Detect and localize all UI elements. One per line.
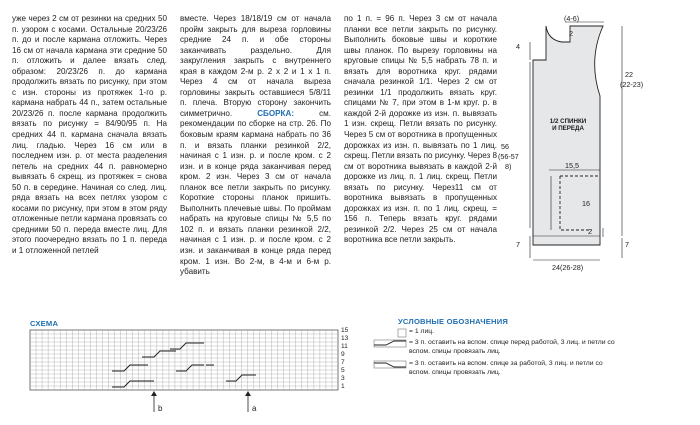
armhole-range-label: (22-23) [620, 80, 644, 89]
length-label: 56 [501, 142, 509, 151]
schema-row-number: 5 [341, 367, 345, 374]
right-rib-label: 7 [625, 240, 629, 249]
assembly-heading: СБОРКА: [257, 108, 295, 118]
col2-intro: вместе. Через 18/18/19 см от начала пройм закрыть для выреза горловины средние 24 п. и обе стороны заканчивать раздельно. Для закругления закрыть с внутреннего края в каждом 2-м р. 2 х 2 и 1 х 1 п. Через 4 см от начала выреза горловины закрыть оставшиеся 5/8/11 п. плеча. Вторую сторону закончить симметрично. [180, 14, 331, 118]
legend-title: УСЛОВНЫЕ ОБОЗНАЧЕНИЯ [398, 317, 509, 326]
shoulder-width-label: (4-6) [564, 14, 580, 23]
length-range-label: (56-57 [498, 152, 519, 161]
panel-label [540, 118, 596, 133]
length-range-end-label: 8) [505, 162, 512, 171]
schema-row-number: 13 [341, 335, 349, 342]
knit-stitch-icon [398, 329, 406, 337]
schema-title: СХЕМА [30, 319, 59, 328]
schema-grid [30, 330, 338, 412]
legend-cable-back [409, 360, 603, 377]
marker-b: b [158, 404, 163, 413]
legend-cable-front-line2: вспом. спицы провязать лиц. [409, 347, 501, 355]
neck-depth-label: 4 [516, 42, 520, 51]
legend-knit: = 1 лиц. [409, 328, 435, 335]
schema-row-number: 9 [341, 351, 345, 358]
panel-label-line2: И ПЕРЕДА [552, 125, 584, 133]
schema-row-number: 1 [341, 383, 345, 390]
shoulder-small-label: 2 [569, 29, 573, 38]
rib-height-label: 7 [516, 240, 520, 249]
schema-row-number: 7 [341, 359, 345, 366]
panel-label-line1: 1/2 СПИНКИ [549, 118, 587, 125]
garment-panel-shape [533, 26, 603, 245]
armhole-label: 22 [625, 70, 633, 79]
legend-cable-back-line2: вспом. спицы провязать лиц. [409, 368, 501, 376]
legend-cable-front-line1: = 3 п. оставить на вспом. спице перед работой, 3 лиц. и петли со [409, 339, 615, 346]
width-label: 24(26-28) [552, 263, 584, 272]
col2-assembly-text: см. рекомендации по сборке на стр. 26. По боковым краям кармана набрать по 36 п. и вязать планки резинкой 2/2, начиная с 1 изн. р. и после кром. с 2 изн. и в конце ряда заканчивая перед кром. 2 изн. Через 3 см от начала планок все петли закрыть по рисунку. Короткие стороны планок пришить. Выполнить плечевые швы. По проймам набрать на круговые спицы № 5,5 по 102 п. и вязать планки резинкой 2/2, начиная с 1 изн. р. и после кром. с 2 изн. и заканчивая в конце ряда перед кром. 1 изн. Во 2-м, в 4-м и 6-м р. убавить [180, 108, 331, 277]
marker-a: a [252, 404, 257, 413]
pocket-height-label: 16 [582, 199, 590, 208]
schema-row-number: 15 [341, 327, 349, 334]
schema-row-number: 11 [341, 343, 348, 350]
schema-row-number: 3 [341, 375, 345, 382]
pocket-rib-label: 2 [588, 227, 592, 236]
col1-text: уже через 2 см от резинки на средних 50 п. узором с косами. Остальные 20/23/26 п. до и после кармана отложить. Через 16 см от начала кармана эти средние 50 п. отложить и далее вязать след. образом: 20/23/26 п. до кармана продолжить вязать по рисунку, при этом с изн. стороны из протяжек 1-го р. кармана набрать 44 п., затем остальные 20/23/26 п. после кармана продолжить вязать по рисунку = 84/90/95 п. На средних 44 п. кармана сначала вязать лиц. гладью. Через 16 см или в последнем изн. р. от места разделения петель на средних 44 п. равномерно вывязать 6 скрещ. из протяжек = снова 50 п. в середине. Начиная со след. лиц. ряда вязать на всех петлях узором с косами по рисунку, при этом в этом ряду отложенные петли кармана провязать со средними 50 п. переда вместе лиц. Для этого поочередно вязать по 1 п. переда и 1 отложенной петлей [12, 14, 167, 256]
col3-text: по 1 п. = 96 п. Через 3 см от начала планки все петли закрыть по рисунку. Выполнить боковые швы и короткие швы планок. По вырезу горловины на круговые спицы № 5,5 набрать 78 п. и вязать для воротника круг. рядами сначала резинкой 1/1. Через 2 см от резинки 1/1 продолжить вязать круг. спицами № 7, при этом в 1-м круг. р. в каждой 2-й дорожке из изн. п. вывязать 1 изн. скрещ. Петли вязать по рисунку. Через 5 см от воротника в пропущенных дорожках из изн. п. вывязать по 1 лиц. скрещ. Петли вязать по рисунку. Через 8 см от воротника вывязать в каждой 2-й дорожке из лиц. п. 1 лиц. скрещ. Петли вязать по рисунку. Через11 см от воротника вывязать в пропущенных дорожках из изн. п. по 1 лиц. скрещ. = 156 п. Теперь вязать круг. рядами резинкой 2/2. Через 25 см от начала воротника все петли закрыть. [344, 14, 497, 245]
legend-symbols [374, 329, 406, 368]
legend-cable-back-line1: = 3 п. оставить на вспом. спице за работой, 3 лиц. и петли со [409, 360, 603, 367]
pocket-width-label: 15,5 [565, 161, 579, 170]
legend-cable-front [409, 339, 615, 356]
